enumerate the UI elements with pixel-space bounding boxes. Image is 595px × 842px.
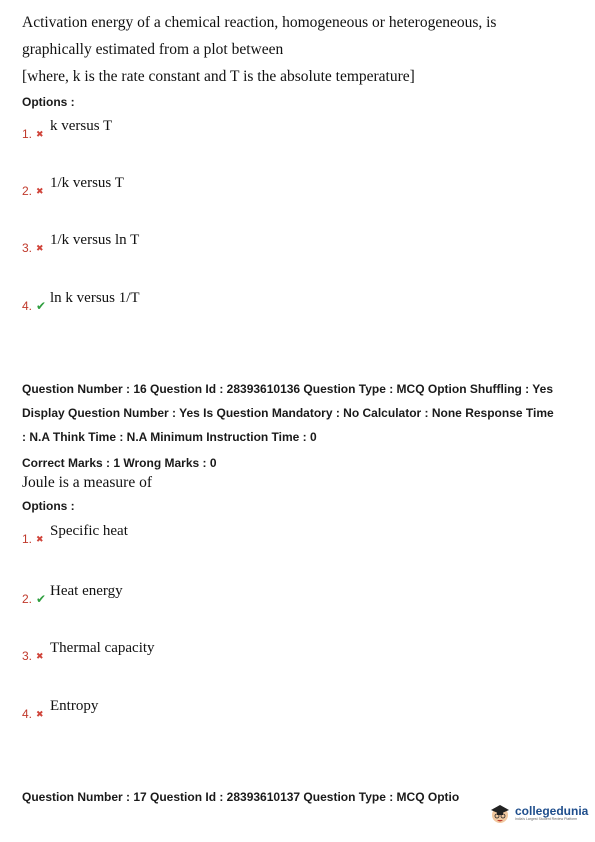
check-icon: ✔ [36,592,47,606]
cross-icon: ✖ [36,535,44,545]
option-text: 1/k versus ln T [50,232,140,248]
option-number: 4. [22,707,33,721]
q17-meta-line1: Question Number : 17 Question Id : 28393610137 Question Type : MCQ Optio [22,790,460,804]
logo-name: collegedunia [515,804,589,818]
option-text: Specific heat [50,523,128,539]
cross-icon: ✖ [36,130,44,140]
check-icon: ✔ [36,299,47,313]
q16-option-3 [22,640,155,663]
option-text: Thermal capacity [50,640,155,656]
collegedunia-logo [488,800,588,826]
option-number: 3. [22,241,33,255]
cross-icon: ✖ [36,652,44,662]
option-number: 2. [22,592,33,606]
mascot-icon [488,800,512,826]
q15-option-3 [22,232,139,255]
option-text: 1/k versus T [50,175,124,191]
option-number: 3. [22,649,33,663]
q15-options-label: Options : [22,95,75,109]
q16-meta-line3: : N.A Think Time : N.A Minimum Instruction Time : 0 [22,430,317,444]
q15-option-4 [22,290,140,313]
q16-option-4 [22,698,98,721]
option-text: ln k versus 1/T [50,290,140,306]
q15-option-2 [22,175,124,198]
q16-options-label: Options : [22,499,75,513]
option-text: Entropy [50,698,99,714]
option-number: 2. [22,184,33,198]
option-text: Heat energy [50,583,123,599]
cross-icon: ✖ [36,244,44,254]
option-number: 4. [22,299,33,313]
q15-option-1 [22,118,112,141]
q16-meta-line2: Display Question Number : Yes Is Question Mandatory : No Calculator : None Response Time [22,406,554,420]
q16-marks: Correct Marks : 1 Wrong Marks : 0 [22,456,217,470]
q16-meta-line1: Question Number : 16 Question Id : 28393610136 Question Type : MCQ Option Shuffling : Yes [22,382,553,396]
q16-option-1 [22,523,128,546]
q16-option-2 [22,583,123,606]
option-text: k versus T [50,118,113,134]
logo-tagline: India's Largest Student Review Platform [515,817,578,821]
option-number: 1. [22,127,33,141]
option-number: 1. [22,532,33,546]
q15-text-line3: [where, k is the rate constant and T is the absolute temperature] [22,68,415,85]
q15-text-line1: Activation energy of a chemical reaction, homogeneous or heterogeneous, is [22,14,497,31]
q15-text-line2: graphically estimated from a plot between [22,41,284,58]
cross-icon: ✖ [36,187,44,197]
cross-icon: ✖ [36,710,44,720]
q16-question-text: Joule is a measure of [22,474,152,491]
